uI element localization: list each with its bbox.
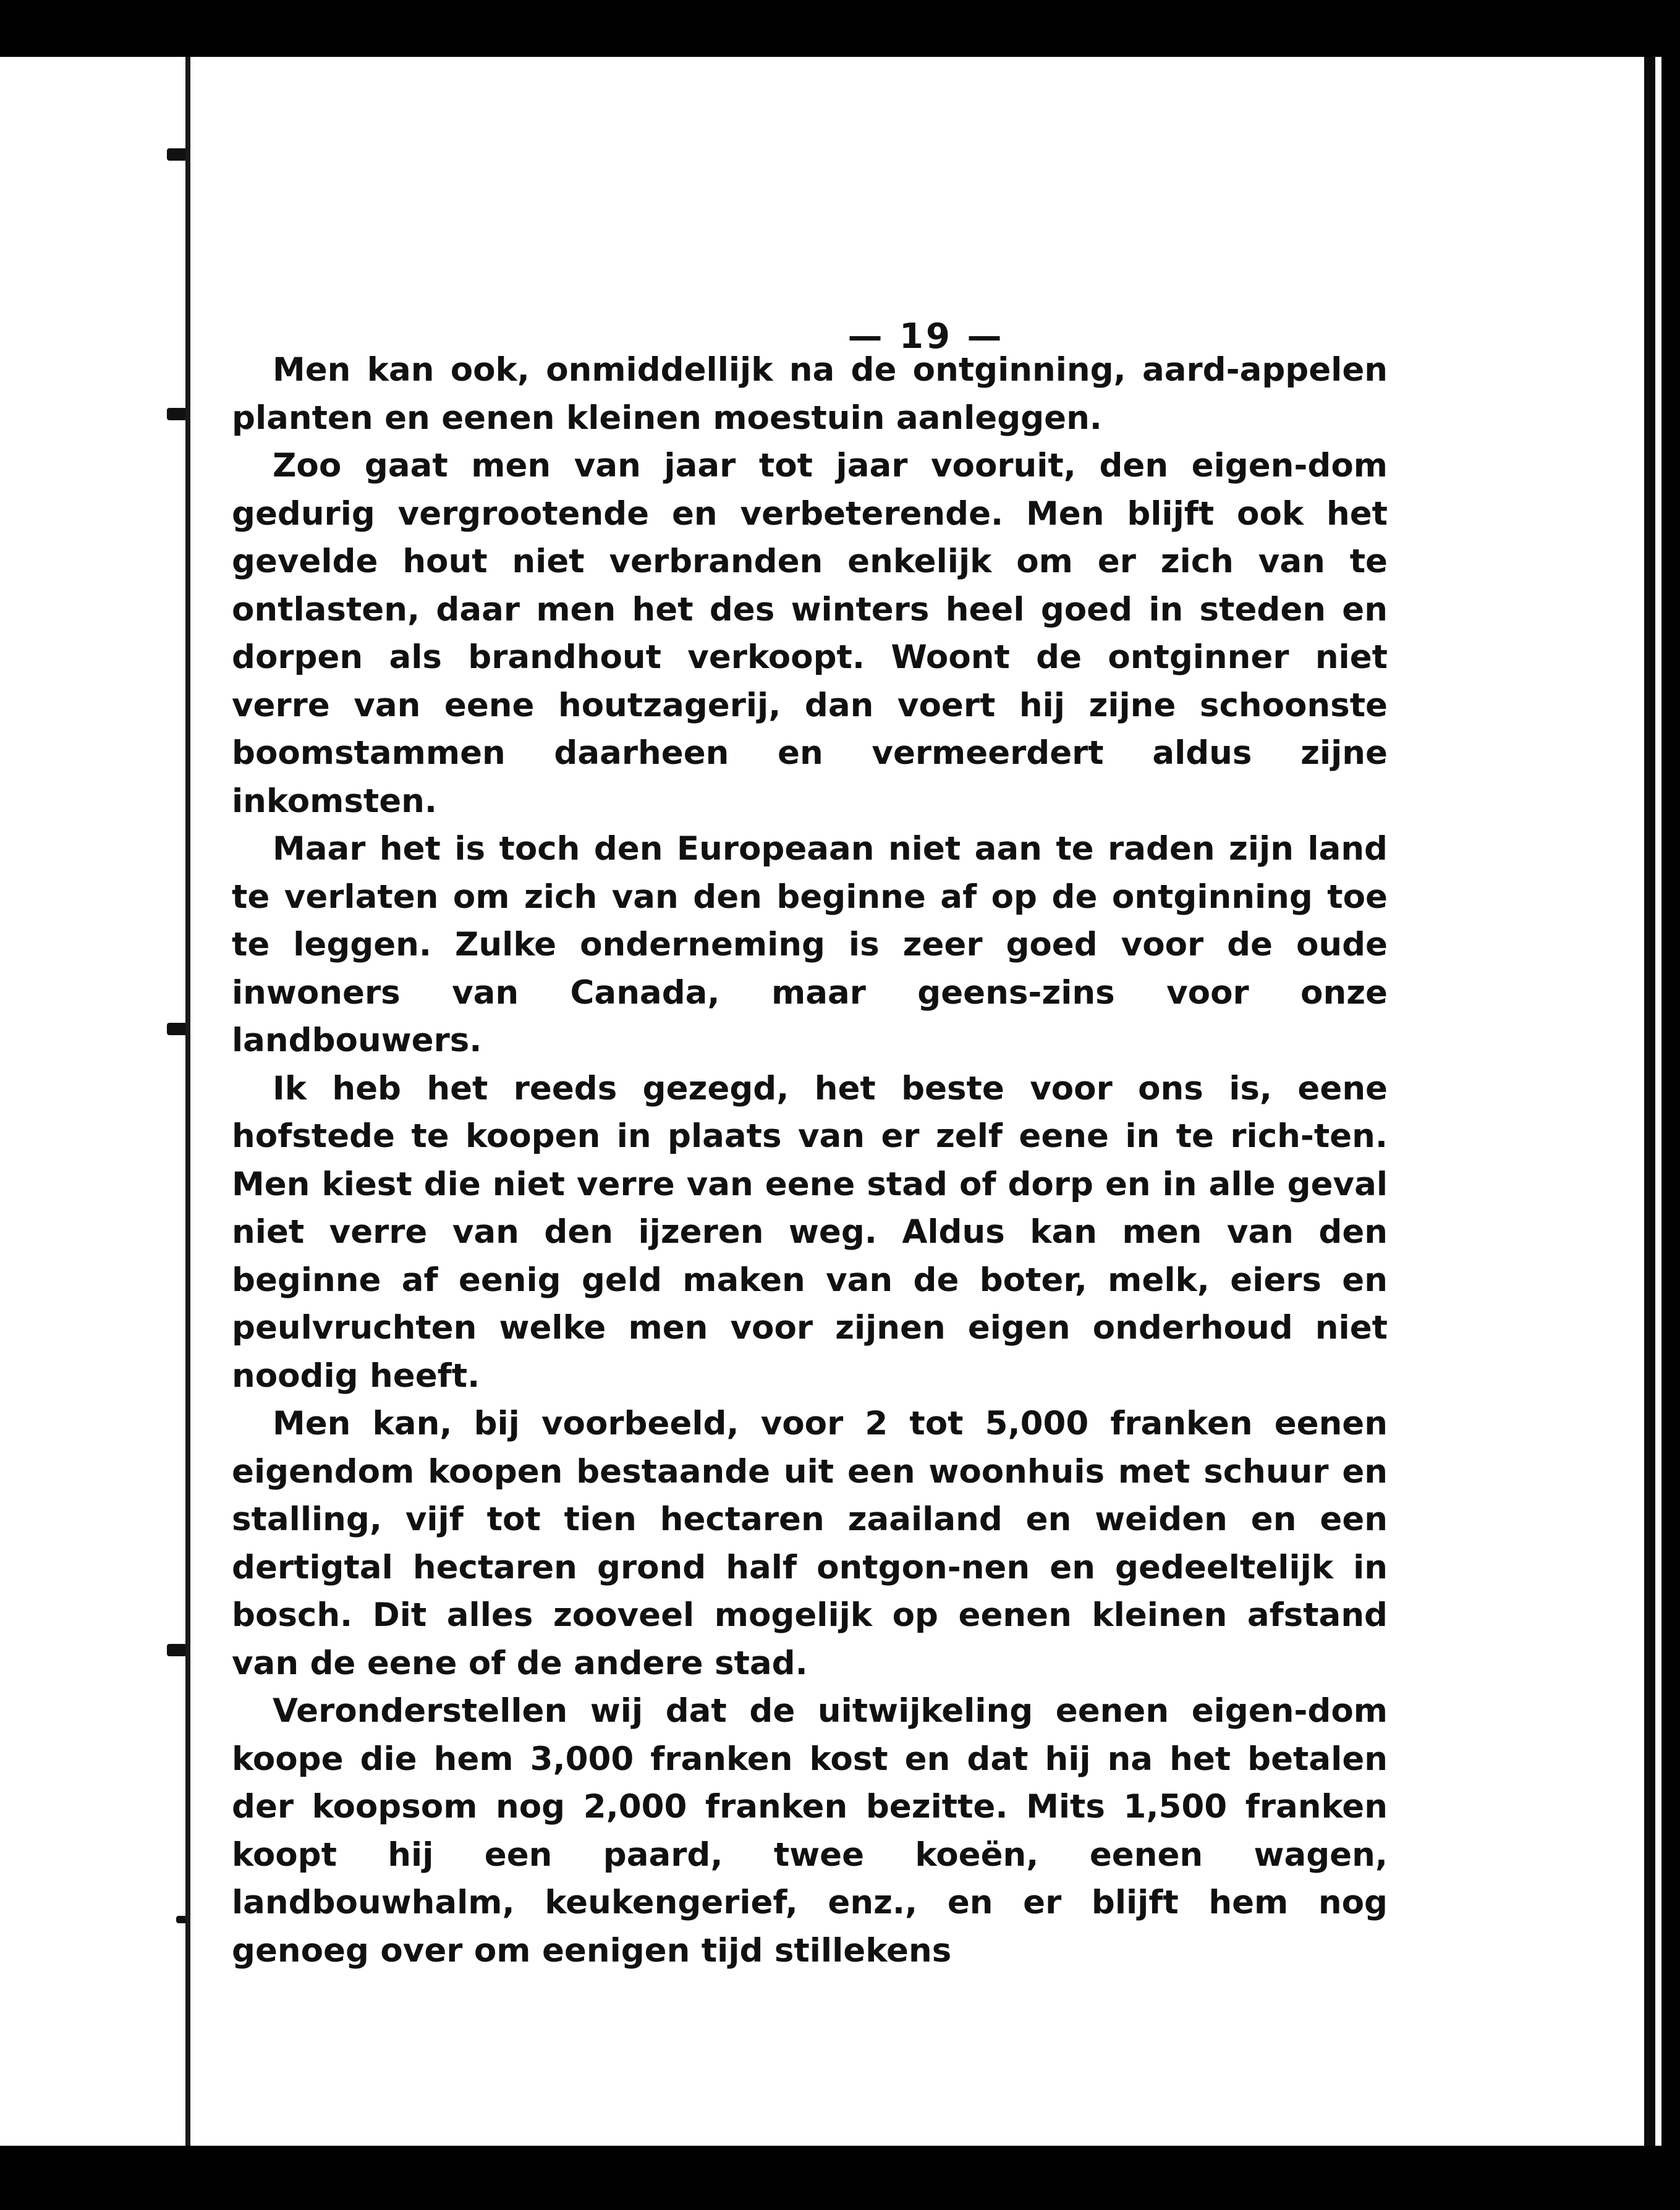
page-number: — 19 — — [847, 316, 1004, 357]
page-shadow-edge — [1644, 57, 1655, 2146]
page-text — [232, 346, 1388, 1975]
paragraph: Maar het is toch den Europeaan niet aan te raden zijn land te verlaten om zich van den beginne af op de ontginning toe te leggen. Zulke onderneming is zeer goed voor de oude inwoners van Canada, maar geens-zins voor onze landbouwers. — [232, 830, 1388, 1059]
paragraph: Zoo gaat men van jaar tot jaar vooruit, den eigen-dom gedurig vergrootende en verbeterende. Men blijft ook het gevelde hout niet verbranden enkelijk om er zich van te ontlasten, daar men het des winters heel goed in steden en dorpen als brandhout verkoopt. Woont de ontginner niet verre van eene houtzagerij, dan voert hij zijne schoonste boomstammen daarheen en vermeerdert aldus zijne inkomsten. — [232, 447, 1388, 820]
paragraph: Men kan ook, onmiddellijk na de ontginning, aard-appelen planten en eenen kleinen moestuin aanleggen. — [232, 351, 1388, 437]
paragraph: Veronderstellen wij dat de uitwijkeling eenen eigen-dom koope die hem 3,000 franken kost en dat hij na het betalen der koopsom nog 2,000 franken bezitte. Mits 1,500 franken koopt hij een paard, twee koeën, eenen wagen, landbouwhalm, keukengerief, enz., en er blijft hem nog genoeg over om eenigen tijd stillekens — [232, 1692, 1388, 1970]
paragraph: Ik heb het reeds gezegd, het beste voor ons is, eene hofstede te koopen in plaats van er zelf eene in te rich-ten. Men kiest die niet verre van eene stad of dorp en in alle geval niet verre van den ijzeren weg. Aldus kan men van den beginne af eenig geld maken van de boter, melk, eiers en peulvruchten welke men voor zijnen eigen onderhoud niet noodig heeft. — [232, 1069, 1388, 1395]
binding-margin — [0, 57, 185, 2146]
paragraph: Men kan, bij voorbeeld, voor 2 tot 5,000 franken eenen eigendom koopen bestaande uit een woonhuis met schuur en stalling, vijf tot tien hectaren zaailand en weiden en een dertigtal hectaren grond half ontgon-nen en gedeeltelijk in bosch. Dit alles zooveel mogelijk op eenen kleinen afstand van de eene of de andere stad. — [232, 1405, 1388, 1682]
